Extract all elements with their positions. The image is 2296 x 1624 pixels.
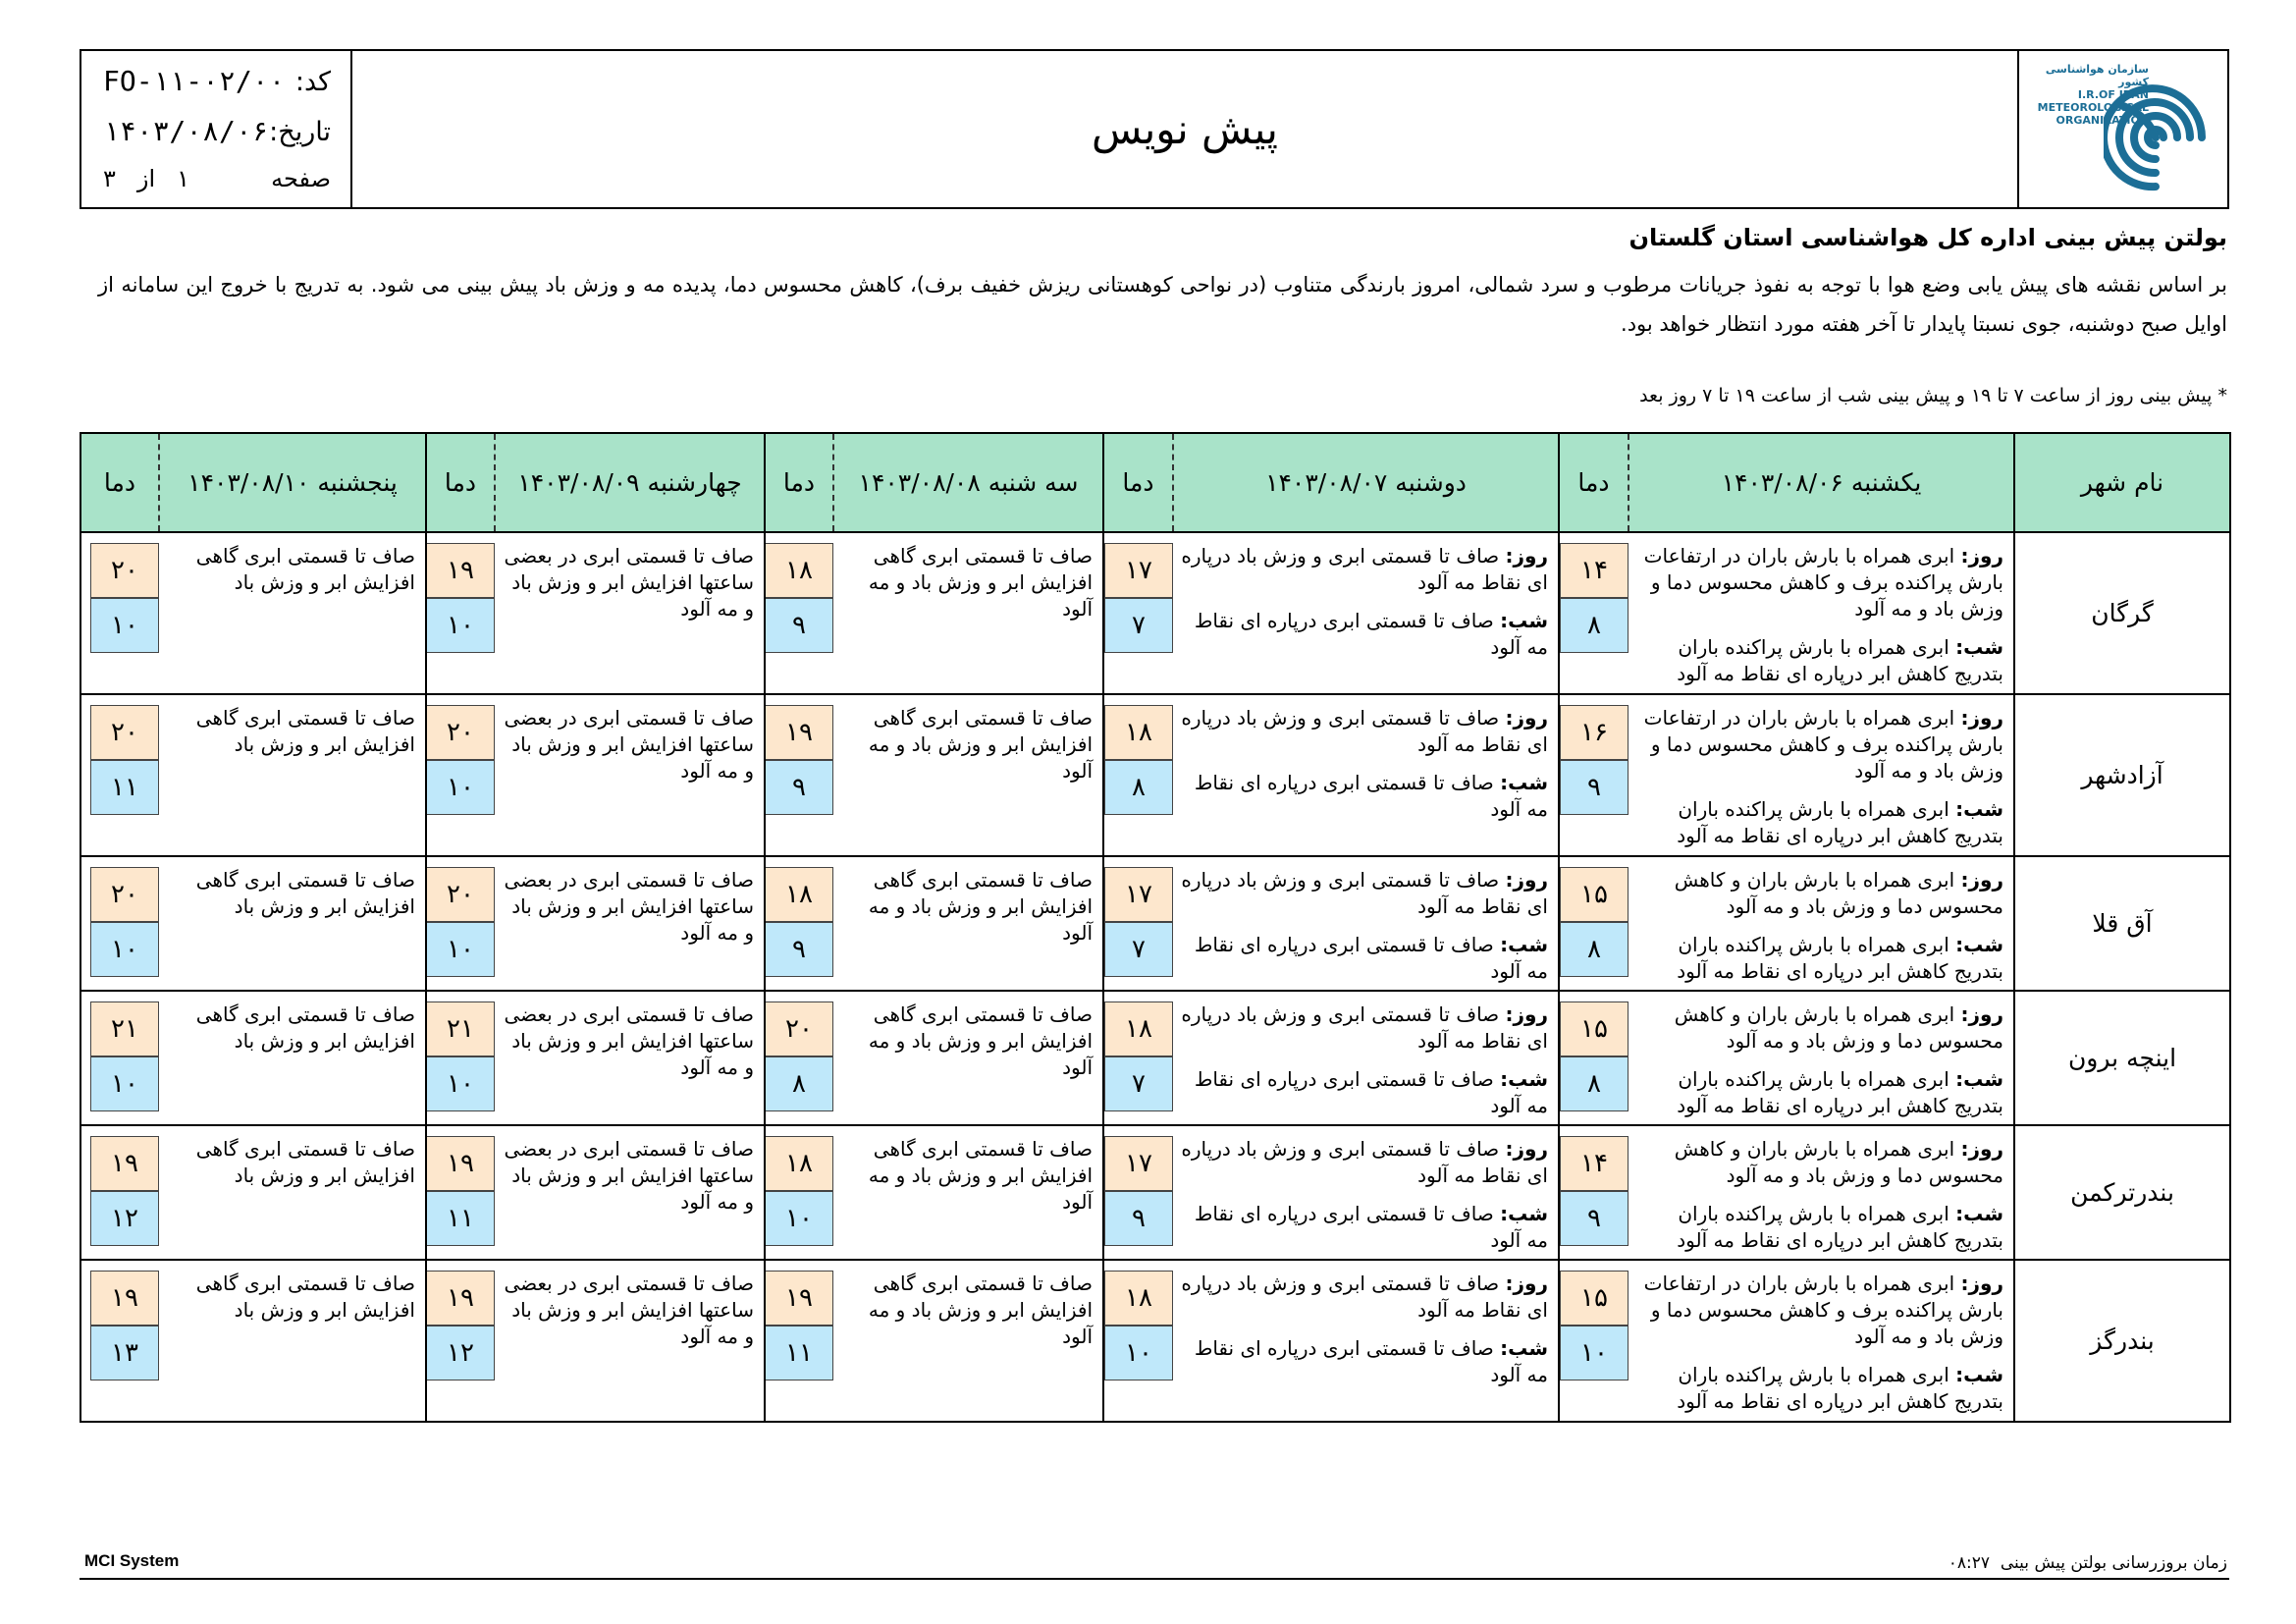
night-label: شب: [1500,1336,1548,1360]
night-text: ابری همراه با بارش پراکنده باران بتدریج کاهش ابر درپاره ای نقاط مه آلود [1677,933,2003,983]
temperature-cell [1103,991,1173,1125]
city-name: آزادشهر [2014,694,2230,856]
temperature-cell [426,694,495,856]
temperature-cell [1103,532,1173,694]
header-day-4: پنجشنبه ۱۴۰۳/۰۸/۱۰ [159,433,426,532]
table-row [80,856,2230,991]
day-text: ابری همراه با بارش باران و کاهش محسوس دما و وزش باد و مه آلود [1674,1137,2003,1187]
header-day-1: دوشنبه ۱۴۰۳/۰۸/۰۷ [1173,433,1559,532]
min-temp: ۷ [1104,922,1173,977]
forecast-description [1173,532,1559,694]
temperature-pair [426,1271,495,1380]
min-temp: ۱۰ [1560,1326,1629,1380]
night-label: شب: [1955,635,2003,659]
max-temp: ۱۹ [426,1271,495,1326]
temperature-pair [765,543,833,653]
temperature-pair [426,1001,495,1111]
page-total: ۳ [103,165,116,192]
forecast-description [495,1125,765,1260]
max-temp: ۱۸ [765,867,833,922]
min-temp: ۷ [1104,1056,1173,1111]
header-city: نام شهر [2014,433,2230,532]
night-forecast [1634,1066,2003,1119]
min-temp: ۱۲ [426,1326,495,1380]
max-temp: ۲۰ [426,867,495,922]
min-temp: ۷ [1104,598,1173,653]
night-forecast [1634,1362,2003,1415]
temperature-pair [426,867,495,977]
temperature-pair [1104,1271,1173,1380]
day-forecast [1634,867,2003,920]
forecast-description [495,532,765,694]
max-temp: ۱۴ [1560,543,1629,598]
temperature-pair [1560,543,1629,653]
table-row [80,991,2230,1125]
night-label: شب: [1500,1202,1548,1225]
page-of-label: از [136,165,156,192]
temperature-cell [1559,856,1629,991]
temperature-cell [1559,532,1629,694]
temperature-cell [1103,856,1173,991]
day-text: صاف تا قسمتی ابری و وزش باد درپاره ای نقاط مه آلود [1181,1137,1548,1187]
header-temp-3: دما [426,433,495,532]
forecast-text: صاف تا قسمتی ابری در بعضی ساعتها افزایش ابر و وزش باد و مه آلود [504,868,754,945]
min-temp: ۱۰ [1104,1326,1173,1380]
forecast-text: صاف تا قسمتی ابری گاهی افزایش ابر و وزش باد و مه آلود [868,1002,1093,1079]
forecast-text: صاف تا قسمتی ابری گاهی افزایش ابر و وزش باد و مه آلود [868,1272,1093,1348]
day-forecast [1179,1001,1548,1055]
temperature-pair [765,1136,833,1246]
header-temp-1: دما [1103,433,1173,532]
header-day-0: یکشنبه ۱۴۰۳/۰۸/۰۶ [1629,433,2014,532]
night-forecast [1179,608,1548,661]
max-temp: ۱۸ [765,543,833,598]
logo-text-en-2: METEOROLOGICAL [2037,101,2149,114]
day-text: صاف تا قسمتی ابری و وزش باد درپاره ای نقاط مه آلود [1181,868,1548,918]
min-temp: ۱۰ [90,922,159,977]
temperature-pair [90,867,159,977]
forecast-description [495,856,765,991]
update-time-label: زمان بروزرسانی بولتن پیش بینی [2000,1553,2227,1573]
max-temp: ۱۵ [1560,1271,1629,1326]
temperature-cell [765,991,833,1125]
max-temp: ۱۹ [90,1271,159,1326]
temperature-cell [765,694,833,856]
night-label: شب: [1955,1202,2003,1225]
night-forecast [1179,932,1548,985]
forecast-description [495,694,765,856]
forecast-text: صاف تا قسمتی ابری در بعضی ساعتها افزایش ابر و وزش باد و مه آلود [504,1137,754,1214]
temperature-cell [426,532,495,694]
logo-text-en-1: I.R.OF IRAN [2077,88,2149,101]
min-temp: ۱۰ [426,1056,495,1111]
temperature-pair [1560,1136,1629,1246]
day-label: روز: [1960,544,2003,568]
temperature-pair [90,705,159,815]
min-temp: ۱۰ [426,598,495,653]
temperature-pair [426,543,495,653]
night-text: صاف تا قسمتی ابری درپاره ای نقاط مه آلود [1194,1067,1548,1117]
min-temp: ۸ [1560,598,1629,653]
temperature-pair [426,705,495,815]
logo-text-en-3: ORGANIZATION [2056,114,2149,127]
forecast-description [1629,991,2014,1125]
min-temp: ۹ [765,598,833,653]
day-text: ابری همراه با بارش باران در ارتفاعات بارش پراکنده برف و کاهش محسوس دما و وزش باد و مه آلود [1643,706,2003,783]
forecast-text: صاف تا قسمتی ابری گاهی افزایش ابر و وزش باد [195,1137,415,1187]
max-temp: ۱۹ [426,543,495,598]
forecast-description [1173,1125,1559,1260]
max-temp: ۲۰ [90,543,159,598]
night-text: ابری همراه با بارش پراکنده باران بتدریج کاهش ابر درپاره ای نقاط مه آلود [1677,1202,2003,1252]
max-temp: ۱۹ [426,1136,495,1191]
temperature-pair [1104,1001,1173,1111]
forecast-description [1173,1260,1559,1422]
forecast-description [1629,532,2014,694]
min-temp: ۸ [1104,760,1173,815]
temperature-pair [765,705,833,815]
max-temp: ۲۱ [90,1001,159,1056]
temperature-pair [90,1271,159,1380]
date-label: تاریخ: [269,117,331,147]
forecast-text: صاف تا قسمتی ابری در بعضی ساعتها افزایش ابر و وزش باد و مه آلود [504,544,754,621]
temperature-cell [765,532,833,694]
day-text: صاف تا قسمتی ابری و وزش باد درپاره ای نقاط مه آلود [1181,706,1548,756]
temperature-cell [426,991,495,1125]
table-row [80,1125,2230,1260]
update-time-text [1949,1553,2227,1573]
forecast-text: صاف تا قسمتی ابری گاهی افزایش ابر و وزش باد [195,706,415,756]
max-temp: ۱۵ [1560,867,1629,922]
forecast-text: صاف تا قسمتی ابری گاهی افزایش ابر و وزش باد و مه آلود [868,868,1093,945]
min-temp: ۸ [1560,1056,1629,1111]
forecast-description [1629,1260,2014,1422]
night-forecast [1179,1066,1548,1119]
table-row [80,694,2230,856]
night-text: صاف تا قسمتی ابری درپاره ای نقاط مه آلود [1194,933,1548,983]
temperature-cell [1559,991,1629,1125]
max-temp: ۲۰ [90,705,159,760]
forecast-description [159,532,426,694]
day-text: صاف تا قسمتی ابری و وزش باد درپاره ای نقاط مه آلود [1181,544,1548,594]
min-temp: ۹ [1560,1191,1629,1246]
min-temp: ۹ [765,760,833,815]
table-body [80,532,2230,1422]
date-value: ۱۴۰۳/۰۸/۰۶ [103,115,269,147]
night-forecast [1634,634,2003,687]
max-temp: ۱۹ [90,1136,159,1191]
footer-divider [80,1578,2229,1580]
min-temp: ۸ [765,1056,833,1111]
page-indicator [103,165,189,192]
forecast-text: صاف تا قسمتی ابری گاهی افزایش ابر و وزش باد [195,868,415,918]
city-name: بندرگز [2014,1260,2230,1422]
night-label: شب: [1500,609,1548,632]
temperature-pair [90,1136,159,1246]
day-label: روز: [1505,868,1548,892]
temperature-cell [426,1125,495,1260]
night-text: صاف تا قسمتی ابری درپاره ای نقاط مه آلود [1194,771,1548,821]
max-temp: ۲۱ [426,1001,495,1056]
organization-logo [2017,51,2227,207]
forecast-description [833,991,1103,1125]
max-temp: ۲۰ [765,1001,833,1056]
temperature-pair [1104,543,1173,653]
night-text: ابری همراه با بارش پراکنده باران بتدریج کاهش ابر درپاره ای نقاط مه آلود [1677,1363,2003,1413]
day-text: صاف تا قسمتی ابری و وزش باد درپاره ای نقاط مه آلود [1181,1272,1548,1322]
day-label: روز: [1505,1002,1548,1026]
day-label: روز: [1505,544,1548,568]
night-forecast [1179,770,1548,823]
forecast-description [833,694,1103,856]
night-label: شب: [1500,771,1548,794]
temperature-pair [765,1271,833,1380]
min-temp: ۱۳ [90,1326,159,1380]
max-temp: ۱۵ [1560,1001,1629,1056]
page-label: صفحه [271,165,331,192]
min-temp: ۱۰ [426,760,495,815]
max-temp: ۲۰ [90,867,159,922]
title-area [352,51,2017,207]
night-text: ابری همراه با بارش پراکنده باران بتدریج کاهش ابر درپاره ای نقاط مه آلود [1677,1067,2003,1117]
day-forecast [1634,1136,2003,1189]
temperature-pair [1104,705,1173,815]
max-temp: ۲۰ [426,705,495,760]
temperature-pair [426,1136,495,1246]
min-temp: ۱۱ [426,1191,495,1246]
night-text: ابری همراه با بارش پراکنده باران بتدریج کاهش ابر درپاره ای نقاط مه آلود [1677,635,2003,685]
day-label: روز: [1960,1137,2003,1161]
forecast-text: صاف تا قسمتی ابری در بعضی ساعتها افزایش ابر و وزش باد و مه آلود [504,1272,754,1348]
forecast-description [833,1260,1103,1422]
temperature-cell [80,1260,159,1422]
header-temp-2: دما [765,433,833,532]
max-temp: ۱۸ [1104,705,1173,760]
code-value: FO-۱۱-۰۲/۰۰ [103,65,286,97]
temperature-cell [1103,694,1173,856]
city-name: اینچه برون [2014,991,2230,1125]
meteorological-logo-icon [2104,67,2208,194]
day-label: روز: [1960,1272,2003,1295]
max-temp: ۱۶ [1560,705,1629,760]
code-label: کد: [294,67,331,97]
night-forecast [1179,1201,1548,1254]
forecast-text: صاف تا قسمتی ابری گاهی افزایش ابر و وزش باد [195,1272,415,1322]
day-label: روز: [1960,1002,2003,1026]
temperature-cell [80,856,159,991]
temperature-cell [426,1260,495,1422]
day-label: روز: [1960,868,2003,892]
logo-text-fa: سازمان هواشناسی کشور [2045,63,2149,88]
day-forecast [1179,1271,1548,1324]
night-label: شب: [1955,1067,2003,1091]
temperature-pair [1560,867,1629,977]
temperature-cell [1559,694,1629,856]
document-title: پیش نویس [1092,105,1278,153]
forecast-description [833,856,1103,991]
day-text: ابری همراه با بارش باران و کاهش محسوس دما و وزش باد و مه آلود [1674,1002,2003,1053]
forecast-description [159,991,426,1125]
day-forecast [1634,1001,2003,1055]
day-text: ابری همراه با بارش باران و کاهش محسوس دما و وزش باد و مه آلود [1674,868,2003,918]
temperature-pair [765,867,833,977]
bulletin-intro [98,224,2227,344]
max-temp: ۱۸ [1104,1271,1173,1326]
night-text: صاف تا قسمتی ابری درپاره ای نقاط مه آلود [1194,1336,1548,1386]
max-temp: ۱۴ [1560,1136,1629,1191]
min-temp: ۱۱ [90,760,159,815]
table-row [80,1260,2230,1422]
day-forecast [1179,867,1548,920]
forecast-text: صاف تا قسمتی ابری در بعضی ساعتها افزایش ابر و وزش باد و مه آلود [504,1002,754,1079]
temperature-cell [765,1125,833,1260]
max-temp: ۱۷ [1104,867,1173,922]
temperature-pair [90,543,159,653]
temperature-cell [765,856,833,991]
city-name: آق قلا [2014,856,2230,991]
night-label: شب: [1955,1363,2003,1386]
temperature-cell [426,856,495,991]
forecast-description [1173,991,1559,1125]
night-forecast [1634,932,2003,985]
forecast-description [495,1260,765,1422]
temperature-cell [80,694,159,856]
code-row [103,65,331,97]
temperature-cell [80,532,159,694]
forecast-description [1629,1125,2014,1260]
city-name: گرگان [2014,532,2230,694]
forecast-text: صاف تا قسمتی ابری گاهی افزایش ابر و وزش باد و مه آلود [868,544,1093,621]
forecast-time-note: * پیش بینی روز از ساعت ۷ تا ۱۹ و پیش بینی شب از ساعت ۱۹ تا ۷ روز بعد [1639,385,2227,406]
temperature-cell [1103,1260,1173,1422]
forecast-description [159,856,426,991]
night-label: شب: [1955,933,2003,956]
synoptic-summary: بر اساس نقشه های پیش یابی وضع هوا با توجه به نفوذ جریانات مرطوب و سرد شمالی، امروز بارندگی متناوب (در نواحی کوهستانی ریزش خفیف برف)، کاهش محسوس دما، پدیده مه و وزش باد پیش بینی می شود. به تدریج با خروج این سامانه از اوایل صبح دوشنبه، جوی نسبتا پایدار تا آخر هفته مورد انتظار خواهد بود. [98,273,2227,336]
night-forecast [1179,1335,1548,1388]
temperature-cell [80,1125,159,1260]
forecast-text: صاف تا قسمتی ابری گاهی افزایش ابر و وزش باد [195,544,415,594]
min-temp: ۱۰ [90,1056,159,1111]
date-row [103,115,331,147]
forecast-description [159,1125,426,1260]
min-temp: ۸ [1560,922,1629,977]
max-temp: ۱۸ [1104,1001,1173,1056]
max-temp: ۱۹ [765,705,833,760]
day-label: روز: [1505,1137,1548,1161]
night-label: شب: [1500,1067,1548,1091]
day-forecast [1634,705,2003,785]
header-temp-4: دما [80,433,159,532]
forecast-text: صاف تا قسمتی ابری در بعضی ساعتها افزایش ابر و وزش باد و مه آلود [504,706,754,783]
bulletin-title: بولتن پیش بینی اداره کل هواشناسی استان گلستان [1629,224,2227,251]
forecast-description [495,991,765,1125]
day-forecast [1179,1136,1548,1189]
min-temp: ۱۰ [90,598,159,653]
day-label: روز: [1505,706,1548,730]
forecast-description [1629,694,2014,856]
forecast-description [833,532,1103,694]
night-label: شب: [1500,933,1548,956]
forecast-text: صاف تا قسمتی ابری گاهی افزایش ابر و وزش باد و مه آلود [868,706,1093,783]
table-row [80,532,2230,694]
page-row [103,165,331,192]
day-label: روز: [1505,1272,1548,1295]
forecast-description [1629,856,2014,991]
temperature-pair [1560,1001,1629,1111]
temperature-pair [90,1001,159,1111]
min-temp: ۹ [765,922,833,977]
temperature-pair [1104,1136,1173,1246]
night-text: صاف تا قسمتی ابری درپاره ای نقاط مه آلود [1194,1202,1548,1252]
temperature-pair [765,1001,833,1111]
day-forecast [1634,1271,2003,1350]
night-label: شب: [1955,797,2003,821]
temperature-cell [1559,1125,1629,1260]
min-temp: ۱۰ [426,922,495,977]
temperature-pair [1560,1271,1629,1380]
forecast-table [80,432,2231,1423]
min-temp: ۹ [1104,1191,1173,1246]
header-day-3: چهارشنبه ۱۴۰۳/۰۸/۰۹ [495,433,765,532]
min-temp: ۹ [1560,760,1629,815]
page-current: ۱ [177,165,190,192]
day-forecast [1179,543,1548,596]
table-header-row [80,433,2230,532]
max-temp: ۱۷ [1104,1136,1173,1191]
night-forecast [1634,1201,2003,1254]
temperature-pair [1104,867,1173,977]
temperature-pair [1560,705,1629,815]
night-text: ابری همراه با بارش پراکنده باران بتدریج کاهش ابر درپاره ای نقاط مه آلود [1677,797,2003,847]
header-day-2: سه شنبه ۱۴۰۳/۰۸/۰۸ [833,433,1103,532]
day-text: ابری همراه با بارش باران در ارتفاعات بارش پراکنده برف و کاهش محسوس دما و وزش باد و مه آلود [1643,1272,2003,1348]
day-text: ابری همراه با بارش باران در ارتفاعات بارش پراکنده برف و کاهش محسوس دما و وزش باد و مه آلود [1643,544,2003,621]
day-forecast [1179,705,1548,758]
max-temp: ۱۷ [1104,543,1173,598]
day-label: روز: [1960,706,2003,730]
header-temp-0: دما [1559,433,1629,532]
max-temp: ۱۹ [765,1271,833,1326]
temperature-cell [1559,1260,1629,1422]
day-text: صاف تا قسمتی ابری و وزش باد درپاره ای نقاط مه آلود [1181,1002,1548,1053]
city-name: بندرترکمن [2014,1125,2230,1260]
system-name: MCI System [84,1551,180,1570]
day-forecast [1634,543,2003,623]
update-time-value: ۰۸:۲۷ [1948,1553,1991,1573]
night-text: صاف تا قسمتی ابری درپاره ای نقاط مه آلود [1194,609,1548,659]
document-meta [81,51,352,207]
temperature-cell [1103,1125,1173,1260]
max-temp: ۱۸ [765,1136,833,1191]
forecast-description [1173,694,1559,856]
forecast-text: صاف تا قسمتی ابری گاهی افزایش ابر و وزش باد و مه آلود [868,1137,1093,1214]
temperature-cell [765,1260,833,1422]
forecast-description [1173,856,1559,991]
forecast-text: صاف تا قسمتی ابری گاهی افزایش ابر و وزش باد [195,1002,415,1053]
forecast-description [833,1125,1103,1260]
forecast-description [159,694,426,856]
temperature-cell [80,991,159,1125]
night-forecast [1634,796,2003,849]
min-temp: ۱۲ [90,1191,159,1246]
min-temp: ۱۰ [765,1191,833,1246]
document-header [80,49,2229,209]
forecast-description [159,1260,426,1422]
min-temp: ۱۱ [765,1326,833,1380]
